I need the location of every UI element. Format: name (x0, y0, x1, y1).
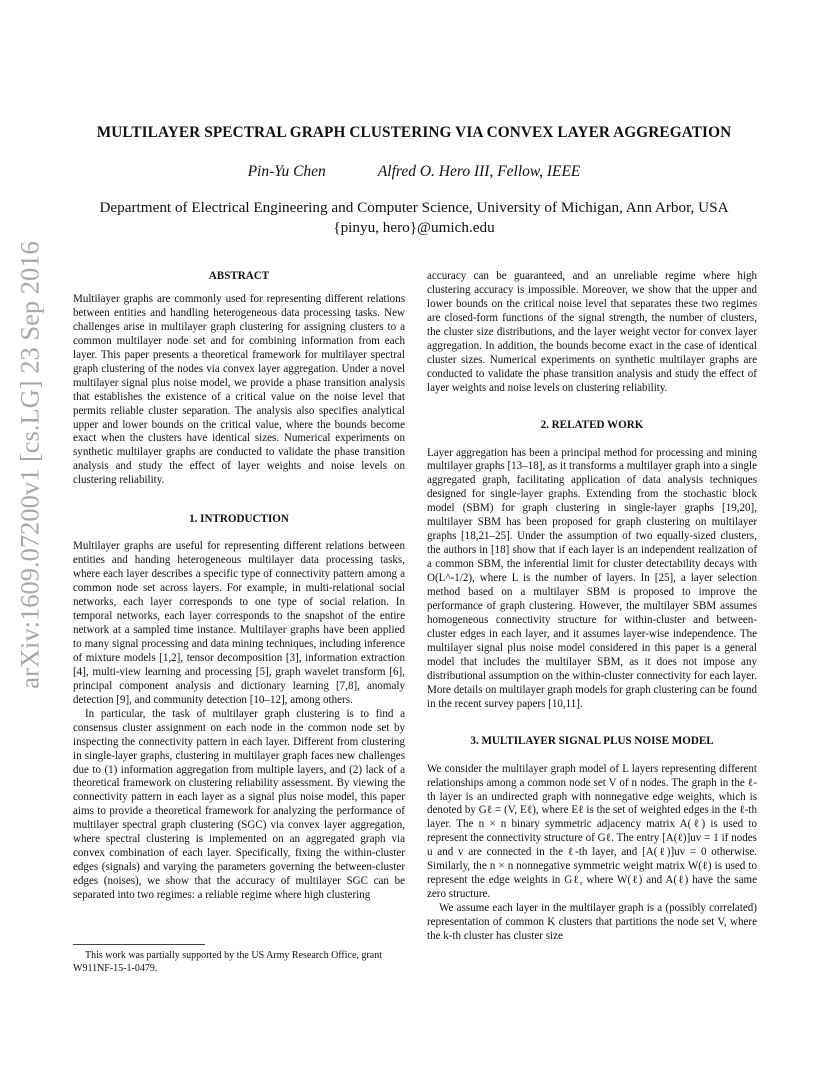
author-line (0, 163, 828, 181)
affiliation: Department of Electrical Engineering and Computer Science, University of Michigan, Ann Arbor, USA (99, 199, 729, 216)
model-paragraph-1: We consider the multilayer graph model of L layers representing different relationships among a common node set V of n nodes. The graph in the ℓ-th layer is an undirected graph with nonnegative edge weights, which is denoted by Gℓ = (V, Eℓ), where Eℓ is the set of weighted edges in the ℓ-th layer. The n × n binary symmetric adjacency matrix A(ℓ) is used to represent the connectivity structure of Gℓ. The entry [A(ℓ)]uv = 1 if nodes u and v are connected in the ℓ-th layer, and [A(ℓ)]uv = 0 otherwise. Similarly, the n × n nonnegative symmetric weight matrix W(ℓ) is used to represent the edge weights in Gℓ, where W(ℓ) and A(ℓ) have the same zero structure. (427, 762, 757, 901)
paper-title: MULTILAYER SPECTRAL GRAPH CLUSTERING VIA CONVEX LAYER AGGREGATION (96, 124, 732, 141)
intro-paragraph-1: Multilayer graphs are useful for representing different relations between entities and handing heterogeneous multilayer data processing tasks, where each layer describes a specific type of connectivity pattern among a common node set across layers. For example, in multi-relational social networks, each layer corresponds to one type of social relation. In temporal networks, each layer corresponds to the snapshot of the entire network at a sampled time instance. Multilayer graphs have been applied to many signal processing and data mining techniques, including inference of mixture models [1,2], tensor decomposition [3], information extraction [4], multi-view learning and processing [5], graph wavelet transform [6], principal component analysis and dictionary learning [7,8], anomaly detection [9], and community detection [10–12], among others. (73, 540, 405, 706)
author-2: Alfred O. Hero III, Fellow, IEEE (377, 163, 581, 180)
footnote: This work was partially supported by the US Army Research Office, grant W911NF-15-1-0479. (73, 950, 382, 974)
left-column (73, 270, 405, 903)
intro-heading: 1. INTRODUCTION (189, 513, 289, 526)
author-1: Pin-Yu Chen (247, 163, 326, 180)
abstract-text: Multilayer graphs are commonly used for representing different relations between entities and handling heterogeneous data processing tasks. New challenges arise in multilayer graph clustering for assigning clusters to a common multilayer node set and for combining information from each layer. This paper presents a theoretical framework for multilayer spectral graph clustering of the nodes via convex layer aggregation. Under a novel multilayer signal plus noise model, we provide a phase transition analysis that establishes the existence of a critical value on the noise level that permits reliable cluster separation. The analysis also specifies analytical upper and lower bounds on the critical value, where the bounds become exact when the clusters have identical sizes. Numerical experiments on synthetic multilayer graphs are conducted to validate the phase transition analysis and study the effect of layer weights and noise levels on clustering reliability. (73, 292, 405, 487)
intro-paragraph-2: In particular, the task of multilayer graph clustering is to find a consensus cluster assignment on each node in the common node set by inspecting the connectivity pattern in each layer. Different from clustering in single-layer graphs, clustering in multilayer graph faces new challenges due to (1) information aggregation from multiple layers, and (2) lack of a theoretical framework on clustering reliability assessment. By viewing the connectivity pattern in each layer as a signal plus noise model, this paper aims to provide a theoretical framework for analyzing the performance of multilayer spectral graph clustering (SGC) via convex layer aggregation, where spectral clustering is implemented on an aggregated graph via convex combination of each layer. Specifically, fixing the within-cluster edges (signals) and varying the parameters governing the between-cluster edges (noises), we show that the accuracy of multilayer SGC can be separated into two regimes: a reliable regime where high clustering (73, 707, 405, 902)
related-heading: 2. RELATED WORK (540, 418, 644, 431)
related-paragraph: Layer aggregation has been a principal method for processing and mining multilayer graphs [13–18], as it transforms a multilayer graph into a single aggregated graph, facilitating application of data analysis techniques designed for single-layer graphs. Extending from the stochastic block model (SBM) for graph clustering in single-layer graphs [19,20], multilayer SBM has been proposed for graph clustering on multilayer graphs [18,21–25]. Under the assumption of two equally-sized clusters, the authors in [18] show that if each layer is an independent realization of a common SBM, the inferential limit for cluster detectability decays with O(L^-1/2), where L is the number of layers. In [25], a layer selection method based on a multilayer SBM is proposed to improve the performance of graph clustering. However, the multilayer SBM assumes homogeneous connectivity structure for within-cluster and between-cluster edges in each layer, and it assumes layer-wise independence. The multilayer signal plus noise model considered in this paper is a general model that includes the multilayer SBM, as it does not impose any distributional assumption on the within-cluster connectivity for each layer. More details on multilayer graph models for graph clustering can be found in the recent survey papers [10,11]. (427, 446, 757, 710)
model-heading: 3. MULTILAYER SIGNAL PLUS NOISE MODEL (470, 734, 714, 747)
abstract-continued: accuracy can be guaranteed, and an unreliable regime where high clustering accuracy is impossible. Moreover, we show that the upper and lower bounds on the critical noise level that separates these two regimes are closed-form functions of the signal strength, the number of clusters, the cluster size distributions, and the layer weight vector for convex layer aggregation. In addition, the bounds become exact in the case of identical cluster sizes. Numerical experiments on synthetic multilayer graphs are conducted to validate the phase transition analysis and study the effect of layer weights and noise levels on clustering reliability. (427, 270, 757, 394)
arxiv-stamp-text: arXiv:1609.07200v1 [cs.LG] 23 Sep 2016 (14, 241, 45, 689)
arxiv-stamp (8, 241, 52, 689)
abstract-heading: ABSTRACT (208, 270, 270, 282)
footnote-rule (73, 944, 205, 945)
right-column (427, 270, 757, 944)
email: {pinyu, hero}@umich.edu (333, 219, 495, 236)
model-paragraph-2: We assume each layer in the multilayer graph is a (possibly correlated) representation of common K clusters that partitions the node set V, where the k-th cluster has cluster size (427, 902, 757, 943)
